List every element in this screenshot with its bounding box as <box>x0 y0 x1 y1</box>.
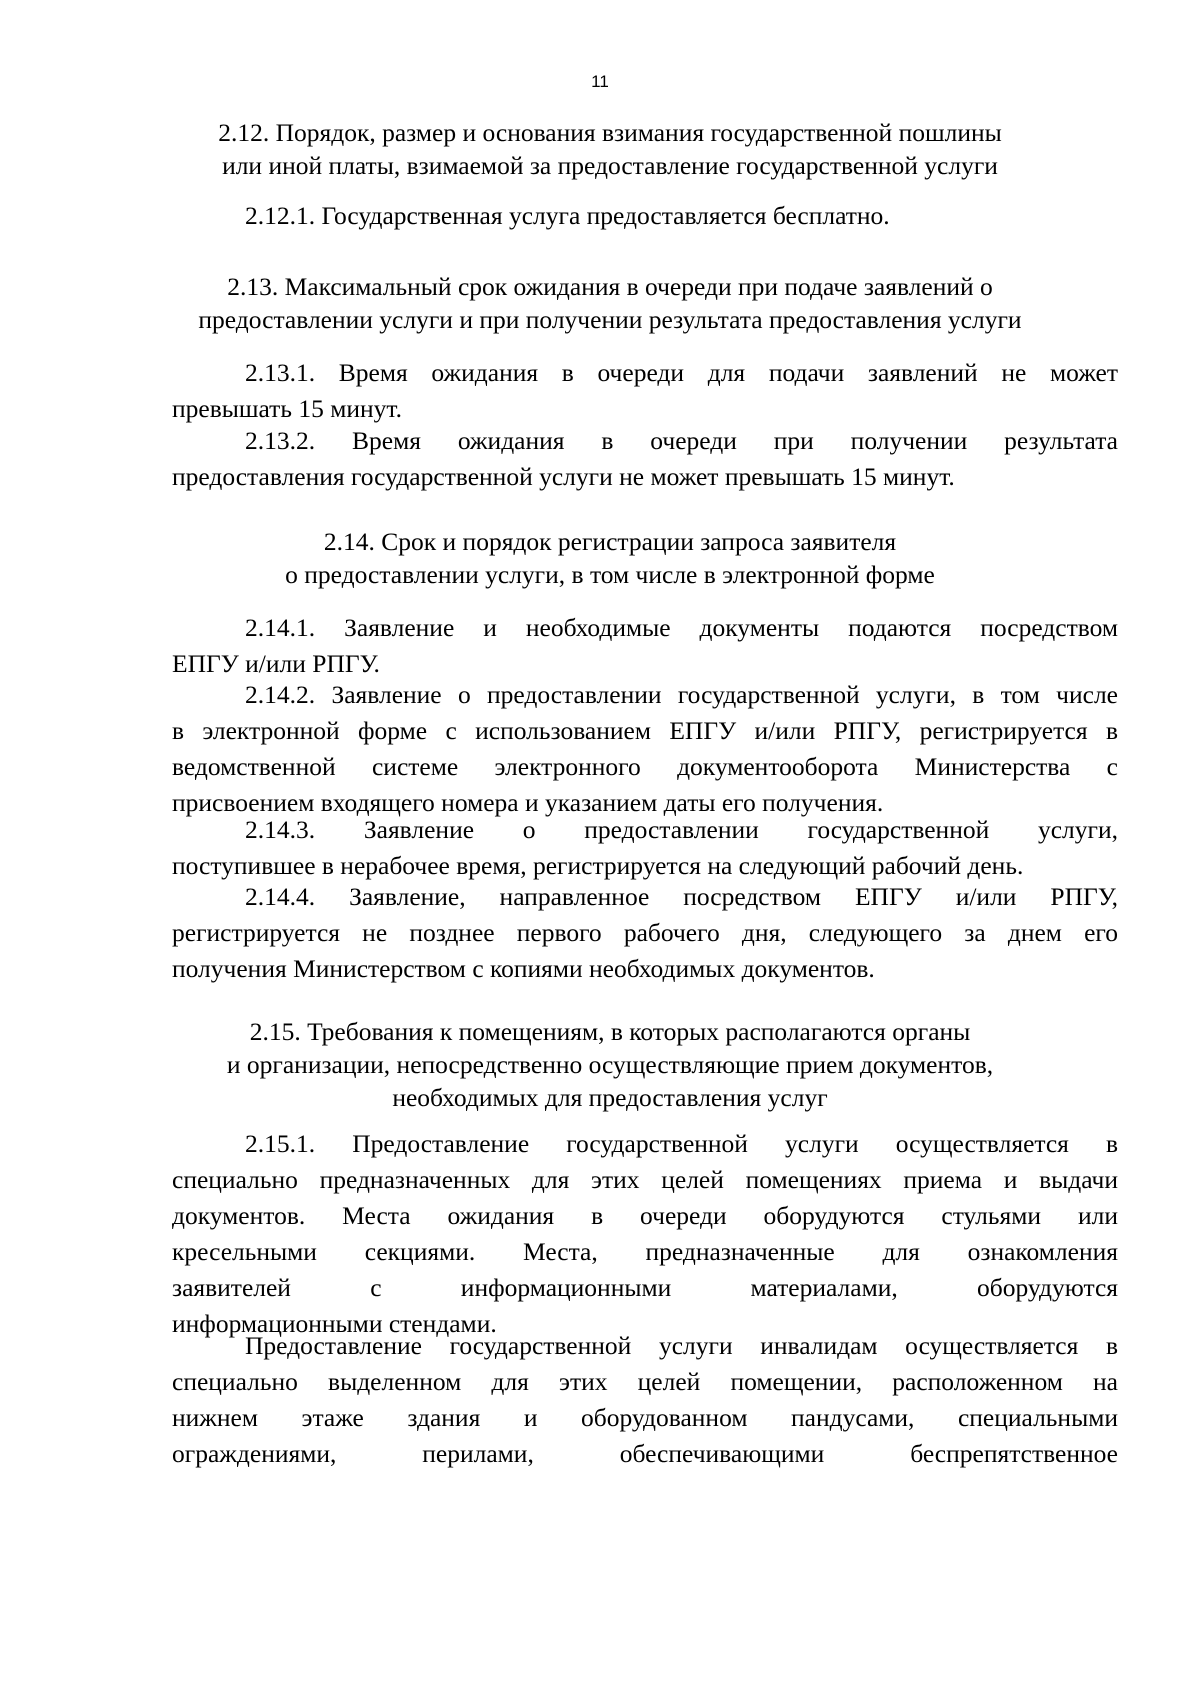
heading-line: необходимых для предоставления услуг <box>392 1083 828 1112</box>
paragraph-line: регистрируется не позднее первого рабочего дня, следующего за днем его <box>172 918 1118 947</box>
paragraph-line: ЕПГУ и/или РПГУ. <box>172 649 380 678</box>
paragraph-line: 2.15.1. Предоставление государственной услуги осуществляется в <box>245 1129 1118 1158</box>
heading-line: 2.14. Срок и порядок регистрации запроса заявителя <box>323 527 897 556</box>
paragraph-line: 2.14.4. Заявление, направленное посредством ЕПГУ и/или РПГУ, <box>245 882 1118 911</box>
paragraph-line: 2.14.2. Заявление о предоставлении государственной услуги, в том числе <box>245 680 1118 709</box>
paragraph-line: ограждениями, перилами, обеспечивающими беспрепятственное <box>172 1439 1118 1468</box>
paragraph-2-15-1 <box>172 1126 1118 1342</box>
paragraph-line: нижнем этаже здания и оборудованном пандусами, специальными <box>172 1403 1118 1432</box>
paragraph-line: информационными стендами. <box>172 1309 497 1338</box>
section-heading-2-12 <box>160 116 1060 182</box>
paragraph-2-14-3 <box>172 812 1118 884</box>
heading-line: о предоставлении услуги, в том числе в электронной форме <box>285 560 935 589</box>
section-heading-2-14 <box>160 525 1060 591</box>
paragraph-line: поступившее в нерабочее время, регистрируется на следующий рабочий день. <box>172 851 1024 880</box>
paragraph-line: 2.13.1. Время ожидания в очереди для подачи заявлений не может <box>245 358 1118 387</box>
heading-line: 2.13. Максимальный срок ожидания в очереди при подаче заявлений о <box>227 272 993 301</box>
paragraph-2-12-1 <box>172 198 1118 234</box>
heading-line: 2.15. Требования к помещениям, в которых располагаются органы <box>249 1017 971 1046</box>
paragraph-line: заявителей с информационными материалами, оборудуются <box>172 1273 1118 1302</box>
paragraph-line: 2.13.2. Время ожидания в очереди при получении результата <box>245 426 1118 455</box>
paragraph-2-15-1-disabled-access <box>172 1328 1118 1472</box>
paragraph-2-14-2 <box>172 677 1118 821</box>
paragraph-line: предоставления государственной услуги не может превышать 15 минут. <box>172 462 955 491</box>
heading-line: или иной платы, взимаемой за предоставление государственной услуги <box>222 151 998 180</box>
section-heading-2-15 <box>160 1015 1060 1114</box>
paragraph-line: специально выделенном для этих целей помещении, расположенном на <box>172 1367 1118 1396</box>
heading-line: и организации, непосредственно осуществляющие прием документов, <box>226 1050 994 1079</box>
heading-line: предоставлении услуги и при получении результата предоставления услуги <box>198 305 1022 334</box>
paragraph-line: специально предназначенных для этих целей помещениях приема и выдачи <box>172 1165 1118 1194</box>
paragraph-line: ведомственной системе электронного документооборота Министерства с <box>172 752 1118 781</box>
section-heading-2-13 <box>160 270 1060 336</box>
paragraph-line: документов. Места ожидания в очереди оборудуются стульями или <box>172 1201 1118 1230</box>
paragraph-line: Предоставление государственной услуги инвалидам осуществляется в <box>245 1331 1118 1360</box>
paragraph-line: присвоением входящего номера и указанием даты его получения. <box>172 788 884 817</box>
paragraph-2-14-4 <box>172 879 1118 987</box>
paragraph-line: превышать 15 минут. <box>172 394 402 423</box>
paragraph-line: 2.14.1. Заявление и необходимые документы подаются посредством <box>245 613 1118 642</box>
paragraph-2-14-1 <box>172 610 1118 682</box>
paragraph-line: 2.12.1. Государственная услуга предоставляется бесплатно. <box>245 201 890 230</box>
paragraph-line: в электронной форме с использованием ЕПГУ и/или РПГУ, регистрируется в <box>172 716 1118 745</box>
paragraph-2-13-1 <box>172 355 1118 427</box>
paragraph-line: 2.14.3. Заявление о предоставлении государственной услуги, <box>245 815 1118 844</box>
paragraph-2-13-2 <box>172 423 1118 495</box>
paragraph-line: кресельными секциями. Места, предназначенные для ознакомления <box>172 1237 1118 1266</box>
heading-line: 2.12. Порядок, размер и основания взимания государственной пошлины <box>218 118 1002 147</box>
paragraph-line: получения Министерством с копиями необходимых документов. <box>172 954 875 983</box>
page-number: 11 <box>591 72 609 91</box>
